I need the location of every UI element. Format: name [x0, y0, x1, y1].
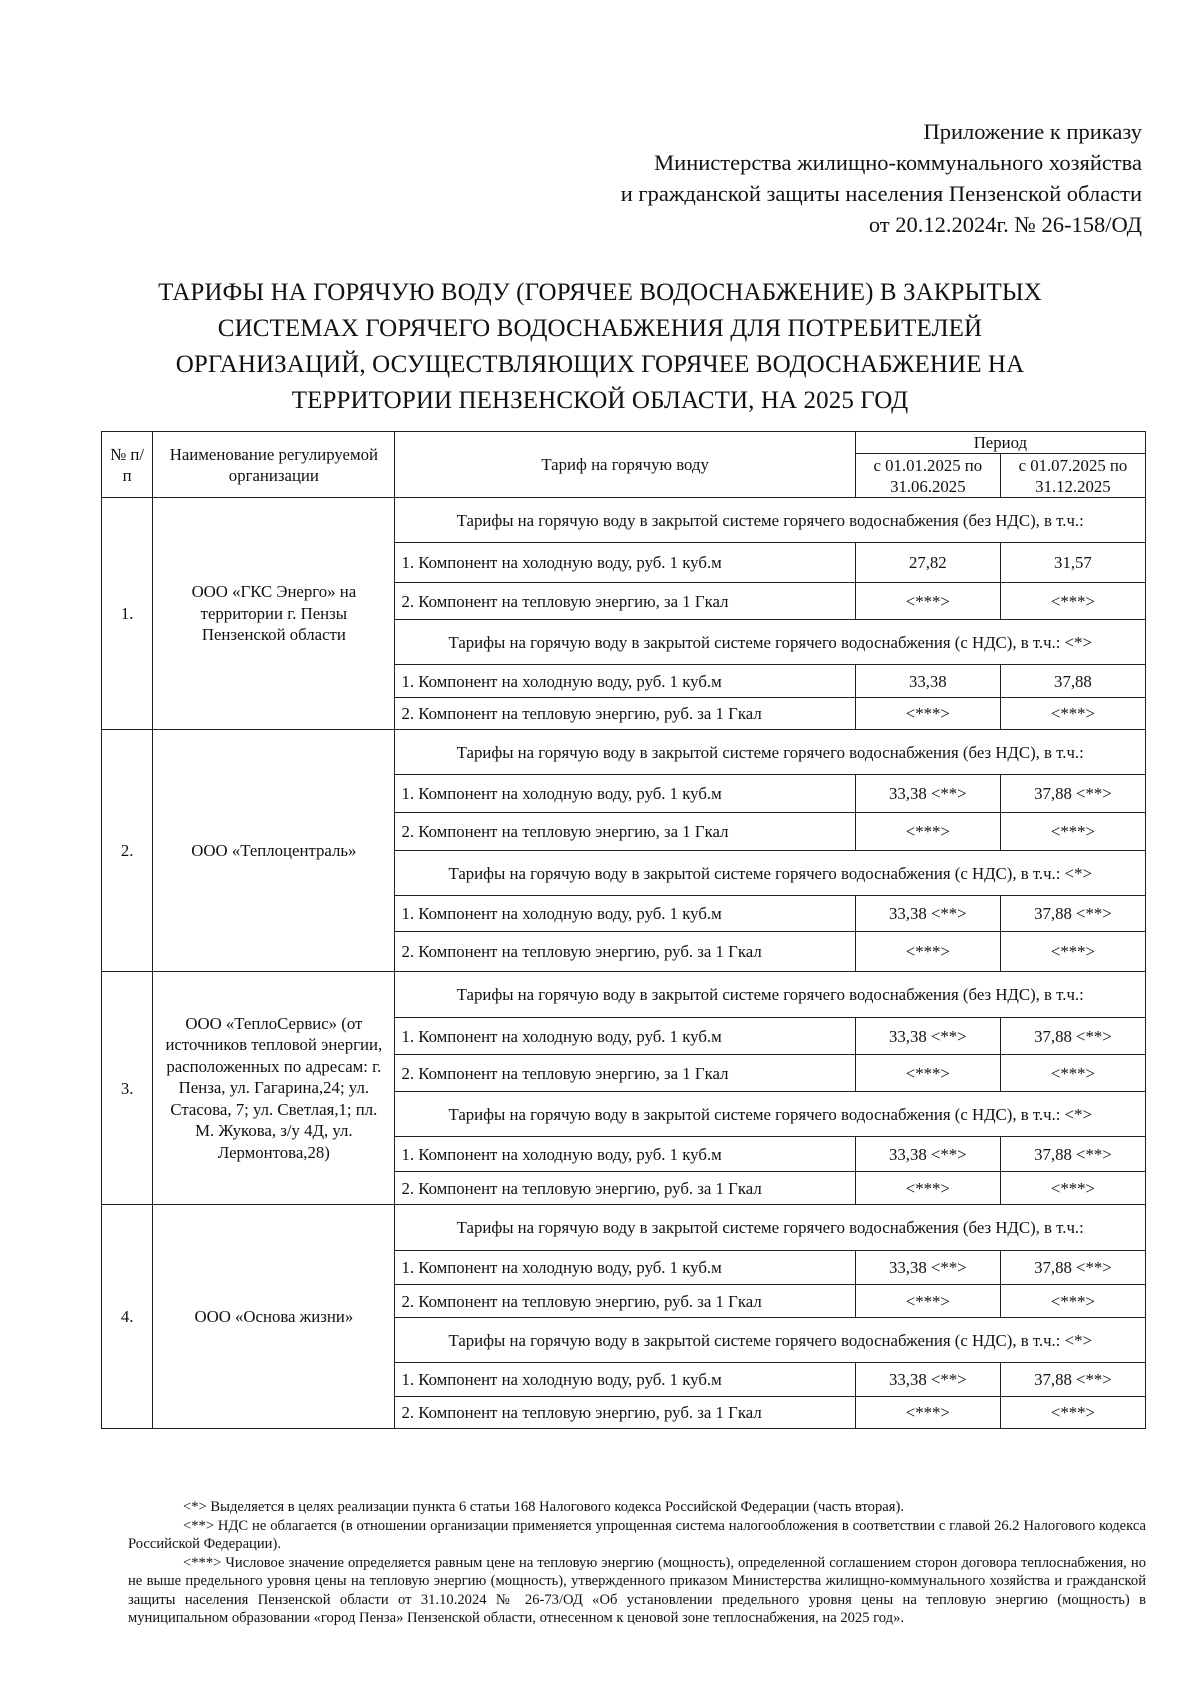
title-line-1: ТАРИФЫ НА ГОРЯЧУЮ ВОДУ (ГОРЯЧЕЕ ВОДОСНАБЖЕНИЕ) В ЗАКРЫТЫХ: [158, 279, 1042, 306]
value-period-1: <***>: [855, 1172, 1000, 1205]
footnote-vat-allocation: <*> Выделяется в целях реализации пункта 6 статьи 168 Налогового кодекса Российской Федерации (часть вторая).: [183, 1499, 904, 1515]
value-period-1: 33,38 <**>: [855, 896, 1000, 932]
value-period-2: <***>: [1000, 932, 1145, 972]
value-period-1: <***>: [855, 813, 1000, 851]
header-period-2: с 01.07.2025 по 31.12.2025: [1000, 454, 1145, 498]
component-label: 2. Компонент на тепловую энергию, руб. за 1 Гкал: [395, 932, 855, 972]
footnote-price-determination: <***> Числовое значение определяется равным цене на тепловую энергию (мощность), определенной соглашением сторон договора теплоснабжения, но не выше предельного уровня цены на тепловую энергию (мощность), утвержденного приказом Министерства жилищно-коммунального хозяйства и гражданской защиты населения Пензенской области от 31.10.2024 № 26-73/ОД «Об установлении предельного уровня цены на тепловую энергию (мощность) в муниципальном образовании «город Пенза» Пензенской области, отнесенном к ценовой зоне теплоснабжения, на 2025 год».: [128, 1554, 1146, 1626]
header-line-1: Приложение к приказу: [923, 119, 1142, 144]
subheader-without-vat: Тарифы на горячую воду в закрытой системе горячего водоснабжения (без НДС), в т.ч.:: [395, 498, 1146, 543]
component-label: 2. Компонент на тепловую энергию, руб. за 1 Гкал: [395, 698, 855, 730]
header-org: Наименование регулируемой организации: [153, 432, 395, 498]
component-label: 2. Компонент на тепловую энергию, руб. за 1 Гкал: [395, 1172, 855, 1205]
component-label: 1. Компонент на холодную воду, руб. 1 куб.м: [395, 775, 855, 813]
component-label: 1. Компонент на холодную воду, руб. 1 куб.м: [395, 1018, 855, 1055]
appendix-header: [442, 116, 1142, 240]
value-period-2: <***>: [1000, 1055, 1145, 1092]
value-period-2: 37,88 <**>: [1000, 1137, 1145, 1172]
component-label: 2. Компонент на тепловую энергию, за 1 Гкал: [395, 813, 855, 851]
organization-name: ООО «ГКС Энерго» на территории г. Пензы Пензенской области: [153, 498, 395, 730]
value-period-2: 37,88 <**>: [1000, 1018, 1145, 1055]
subheader-with-vat: Тарифы на горячую воду в закрытой системе горячего водоснабжения (с НДС), в т.ч.: <*>: [395, 851, 1146, 896]
value-period-1: <***>: [855, 1285, 1000, 1318]
value-period-2: <***>: [1000, 813, 1145, 851]
subheader-without-vat: Тарифы на горячую воду в закрытой системе горячего водоснабжения (без НДС), в т.ч.:: [395, 1205, 1146, 1251]
value-period-1: 33,38 <**>: [855, 1363, 1000, 1397]
value-period-2: 37,88 <**>: [1000, 775, 1145, 813]
value-period-2: 31,57: [1000, 543, 1145, 583]
value-period-2: 37,88 <**>: [1000, 1363, 1145, 1397]
header-num: № п/п: [102, 432, 153, 498]
table-row: [102, 1205, 1146, 1251]
value-period-1: <***>: [855, 1397, 1000, 1429]
value-period-2: 37,88 <**>: [1000, 896, 1145, 932]
table-row: [102, 972, 1146, 1018]
subheader-without-vat: Тарифы на горячую воду в закрытой системе горячего водоснабжения (без НДС), в т.ч.:: [395, 730, 1146, 775]
organization-name: ООО «ТеплоСервис» (от источников тепловой энергии, расположенных по адресам: г. Пенза, ул. Гагарина,24; ул. Стасова, 7; ул. Светлая,1; пл. М. Жукова, з/у 4Д, ул. Лермонтова,28): [153, 972, 395, 1205]
value-period-2: <***>: [1000, 698, 1145, 730]
value-period-1: <***>: [855, 698, 1000, 730]
value-period-2: <***>: [1000, 1172, 1145, 1205]
value-period-1: 33,38: [855, 665, 1000, 698]
component-label: 2. Компонент на тепловую энергию, руб. за 1 Гкал: [395, 1285, 855, 1318]
value-period-1: 33,38 <**>: [855, 1251, 1000, 1285]
document-title: [100, 275, 1100, 419]
row-number: 1.: [102, 498, 153, 730]
organization-name: ООО «Теплоцентраль»: [153, 730, 395, 972]
title-line-3: ОРГАНИЗАЦИЙ, ОСУЩЕСТВЛЯЮЩИХ ГОРЯЧЕЕ ВОДОСНАБЖЕНИЕ НА: [175, 351, 1025, 378]
value-period-2: 37,88: [1000, 665, 1145, 698]
row-number: 2.: [102, 730, 153, 972]
component-label: 1. Компонент на холодную воду, руб. 1 куб.м: [395, 665, 855, 698]
title-line-4: ТЕРРИТОРИИ ПЕНЗЕНСКОЙ ОБЛАСТИ, НА 2025 ГОД: [291, 387, 909, 414]
row-number: 4.: [102, 1205, 153, 1429]
subheader-without-vat: Тарифы на горячую воду в закрытой системе горячего водоснабжения (без НДС), в т.ч.:: [395, 972, 1146, 1018]
organization-name: ООО «Основа жизни»: [153, 1205, 395, 1429]
component-label: 1. Компонент на холодную воду, руб. 1 куб.м: [395, 543, 855, 583]
row-number: 3.: [102, 972, 153, 1205]
value-period-2: <***>: [1000, 1397, 1145, 1429]
value-period-1: 33,38 <**>: [855, 1137, 1000, 1172]
component-label: 1. Компонент на холодную воду, руб. 1 куб.м: [395, 1137, 855, 1172]
header-period-1: с 01.01.2025 по 31.06.2025: [855, 454, 1000, 498]
header-line-3: и гражданской защиты населения Пензенской области: [620, 181, 1142, 206]
footnotes: [128, 1498, 1146, 1628]
component-label: 1. Компонент на холодную воду, руб. 1 куб.м: [395, 896, 855, 932]
value-period-1: <***>: [855, 583, 1000, 620]
table-row: [102, 730, 1146, 775]
value-period-2: 37,88 <**>: [1000, 1251, 1145, 1285]
header-period: Период: [855, 432, 1145, 454]
header-line-2: Министерства жилищно-коммунального хозяйства: [654, 150, 1142, 175]
value-period-1: <***>: [855, 932, 1000, 972]
value-period-2: <***>: [1000, 583, 1145, 620]
footnote-vat-exempt: <**> НДС не облагается (в отношении организации применяется упрощенная система налогообложения в соответствии с главой 26.2 Налогового кодекса Российской Федерации).: [128, 1517, 1146, 1552]
value-period-2: <***>: [1000, 1285, 1145, 1318]
value-period-1: 33,38 <**>: [855, 775, 1000, 813]
tariff-table: [101, 431, 1146, 1429]
component-label: 2. Компонент на тепловую энергию, за 1 Гкал: [395, 583, 855, 620]
value-period-1: 33,38 <**>: [855, 1018, 1000, 1055]
subheader-with-vat: Тарифы на горячую воду в закрытой системе горячего водоснабжения (с НДС), в т.ч.: <*>: [395, 1092, 1146, 1137]
subheader-with-vat: Тарифы на горячую воду в закрытой системе горячего водоснабжения (с НДС), в т.ч.: <*>: [395, 620, 1146, 665]
component-label: 2. Компонент на тепловую энергию, руб. за 1 Гкал: [395, 1397, 855, 1429]
component-label: 1. Компонент на холодную воду, руб. 1 куб.м: [395, 1251, 855, 1285]
header-tariff: Тариф на горячую воду: [395, 432, 855, 498]
component-label: 1. Компонент на холодную воду, руб. 1 куб.м: [395, 1363, 855, 1397]
table-row: [102, 498, 1146, 543]
component-label: 2. Компонент на тепловую энергию, за 1 Гкал: [395, 1055, 855, 1092]
subheader-with-vat: Тарифы на горячую воду в закрытой системе горячего водоснабжения (с НДС), в т.ч.: <*>: [395, 1318, 1146, 1363]
header-line-4: от 20.12.2024г. № 26-158/ОД: [868, 212, 1142, 237]
value-period-1: <***>: [855, 1055, 1000, 1092]
title-line-2: СИСТЕМАХ ГОРЯЧЕГО ВОДОСНАБЖЕНИЯ ДЛЯ ПОТРЕБИТЕЛЕЙ: [217, 315, 983, 342]
table-header-row: [102, 432, 1146, 454]
value-period-1: 27,82: [855, 543, 1000, 583]
